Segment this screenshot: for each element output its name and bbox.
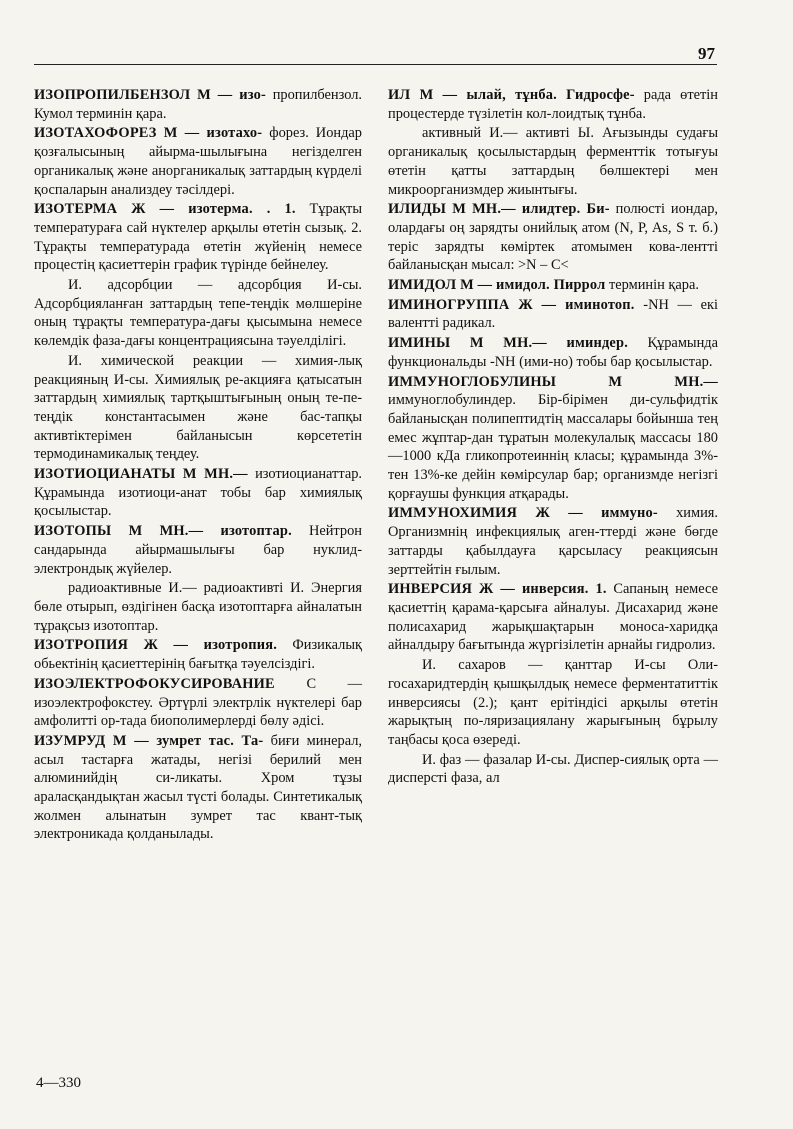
entry-ilidy [388,200,718,275]
entry-imidol [388,276,718,295]
entry-text: иммуноглобулиндер. Бір-бірімен ди-сульфидтік байланысқан полипептидтің массалары бойынша тең емес жұптар-дан тұратын молекулалық массасы 180—1000 кДа гликопротеиннің класы; құрамында 3%-тен 13%-ке дейін көмірсулар бар; организмде негізгі қорғаушы функция атқарады. [388,392,718,502]
entry-text: радиоактивные И.— радиоактивті И. Энергия бөле отырып, өздігінен басқа изотоптарға айналатын тұрақсыз изотоптар. [34,580,362,634]
entry-text: И. адсорбции — адсорбция И-сы. Адсорбцияланған заттардың тепе-теңдік мөлшеріне оның тұрақты температура-дағы қысымына немесе көлемдік фаза-дағы концентрациясына тәуелділігі. [34,277,362,350]
entry-headword: ИММУНОХИМИЯ Ж — иммуно- [388,505,658,522]
entry-iminy [388,334,718,371]
subentry-reaction-isotherm [34,352,362,464]
entry-text: Тұрақты температураға сай нүктелер арқылы өтетін сызық. 2. Тұрақты температурада өтетін жүйенің немесе процестің қасиеттерін график түрінде бейнелеу. [34,201,362,274]
left-column [34,86,362,845]
entry-text: терминін қара. [608,277,699,294]
entry-headword: ИЗОТЕРМА Ж — изотерма. . 1. [34,201,296,218]
entry-text: химия. Организмнің инфекциялық аген-ттерді және бөгде заттарды қабылдауға қарсыласу реакциясын зерттейтін ғылым. [388,505,718,578]
subentry-phase-inversion [388,751,718,788]
entry-text: Сапаның немесе қасиеттің қарама-қарсыға айналуы. Дисахарид және полисахарид жарықшақтарын моноса-харидқа айналдыру бағытында жүргізілетін арнайы гидролиз. [388,581,718,654]
entry-headword: ИМИДОЛ М — имидол. Пиррол [388,277,606,294]
subentry-active-sludge [388,124,718,199]
entry-headword: ИЗОПРОПИЛБЕНЗОЛ М — изо- [34,87,267,103]
entry-izopropilbenzol [34,86,362,123]
entry-izotropiya [34,636,362,673]
entry-il [388,86,718,123]
entry-text: -NH — екі валентті радикал. [388,296,718,332]
entry-text: рада өтетін процестерде түзілетін кол-лоидтық тұнба. [388,87,719,122]
entry-text: Нейтрон сандарында айырмашылығы бар нуклид-электрондық жүйелер. [34,523,362,577]
entry-text: изотиоцианаттар. Құрамында изотиоци-анат тобы бар химиялық қосылыстар. [34,466,362,520]
entry-izoelektrofokusirovanie [34,675,362,731]
printer-signature: 4—330 [36,1075,81,1091]
entry-text: Физикалық обьектінің қасиеттерінің бағытқа тәуелсіздігі. [34,637,362,673]
entry-headword: ИНВЕРСИЯ Ж — инверсия. 1. [388,581,607,598]
entry-headword: ИММУНОГЛОБУЛИНЫ М МН.— [388,373,718,390]
entry-text: активный И.— активті Ы. Ағызынды судағы органикалық қосылыстардың ферменттік тотығуы өтетін қатты заттардың бөлшектері мен микроорганизмдер жиынтығы. [388,125,718,198]
entry-text: форез. Иондар қозғалысының айырма-шылығына негізделген органикалық және анорганикалық заттардың күрделі қоспаларын анализдеу тәсілдері. [34,125,363,198]
entry-izotiotsianaty [34,465,362,521]
entry-text: И. сахаров — қанттар И-сы Оли-госахаридтердің қышқылдық немесе ферментатиттік инверсиясы (2.); қант ерітіндісі арқылы өтетін жарықтың по-ляризациялану жарығының бұрылу таңбасы қоса өзереді. [388,657,718,748]
entry-text: полюсті иондар, олардағы оң зарядты онийлық атом (N, P, As, S т. б.) теріс зарядты көміртек атомымен кова-лентті байланысқан мысал: >N – C< [388,201,718,274]
entry-headword: ИЗОЭЛЕКТРОФОКУСИРОВАНИЕ [34,675,275,692]
entry-immunokhimiya [388,504,718,579]
entry-headword: ИЗОТАХОФОРЕЗ М — изотахо- [34,125,263,142]
right-column [388,86,718,789]
entry-text: И. химической реакции — химия-лық реакцияның И-сы. Химиялық ре-акцияға қатысатын заттардың химиялық тартқыштығының оның те-пе-теңдік константасымен және бас-тапқы активтіктерімен байланысын көрсететін термодинамикалық теңдеу. [34,352,362,463]
entry-izoterma [34,200,362,275]
entry-headword: ИЛ М — ылай, тұнба. Гидросфе- [388,87,635,103]
entry-headword: ИЗУМРУД М — зумрет тас. Та- [34,732,264,749]
entry-headword: ИЛИДЫ М МН.— илидтер. Би- [388,201,610,218]
entry-text: биғи минерал, асыл тастарға жатады, негізі берилий мен алюминийдің си-ликаты. Хром тұзы араласқандықтан жасыл түсті болады. Синтетикалық жолмен алынатын зумрет тас квант-тық электроникада қолданылады. [34,732,362,843]
entry-text: И. фаз — фазалар И-сы. Диспер-сиялық орта — дисперсті фаза, ал [388,751,718,787]
entry-izotakhoforez [34,124,362,199]
entry-headword: ИЗОТРОПИЯ Ж — изотропия. [34,637,278,654]
entry-text: С — изоэлектрофокстеу. Әртүрлі электрлік нүктелері бар амфолитті ор-тада биополимерлерді бөлу әдісі. [34,675,362,730]
entry-immunoglobuliny [388,373,718,504]
entry-izotopy [34,522,362,578]
header-rule [34,64,717,65]
entry-text: пропилбензол. Кумол терминін қара. [34,87,362,122]
subentry-sugar-inversion [388,656,718,750]
entry-headword: ИЗОТОПЫ М МН.— изотоптар. [34,523,292,540]
entry-text: Құрамында функциональды -NH (ими-но) тобы бар қосылыстар. [388,335,718,370]
subentry-radioactive-isotopes [34,579,362,635]
subentry-adsorption-isotherm [34,276,362,351]
page-number: 97 [698,44,715,63]
entry-headword: ИМИНЫ М МН.— иминдер. [388,335,629,352]
entry-inversiya [388,580,718,655]
entry-iminogruppa [388,296,718,333]
entry-izumrud [34,732,362,844]
entry-headword: ИМИНОГРУППА Ж — иминотоп. [388,296,635,313]
entry-headword: ИЗОТИОЦИАНАТЫ М МН.— [34,466,248,483]
